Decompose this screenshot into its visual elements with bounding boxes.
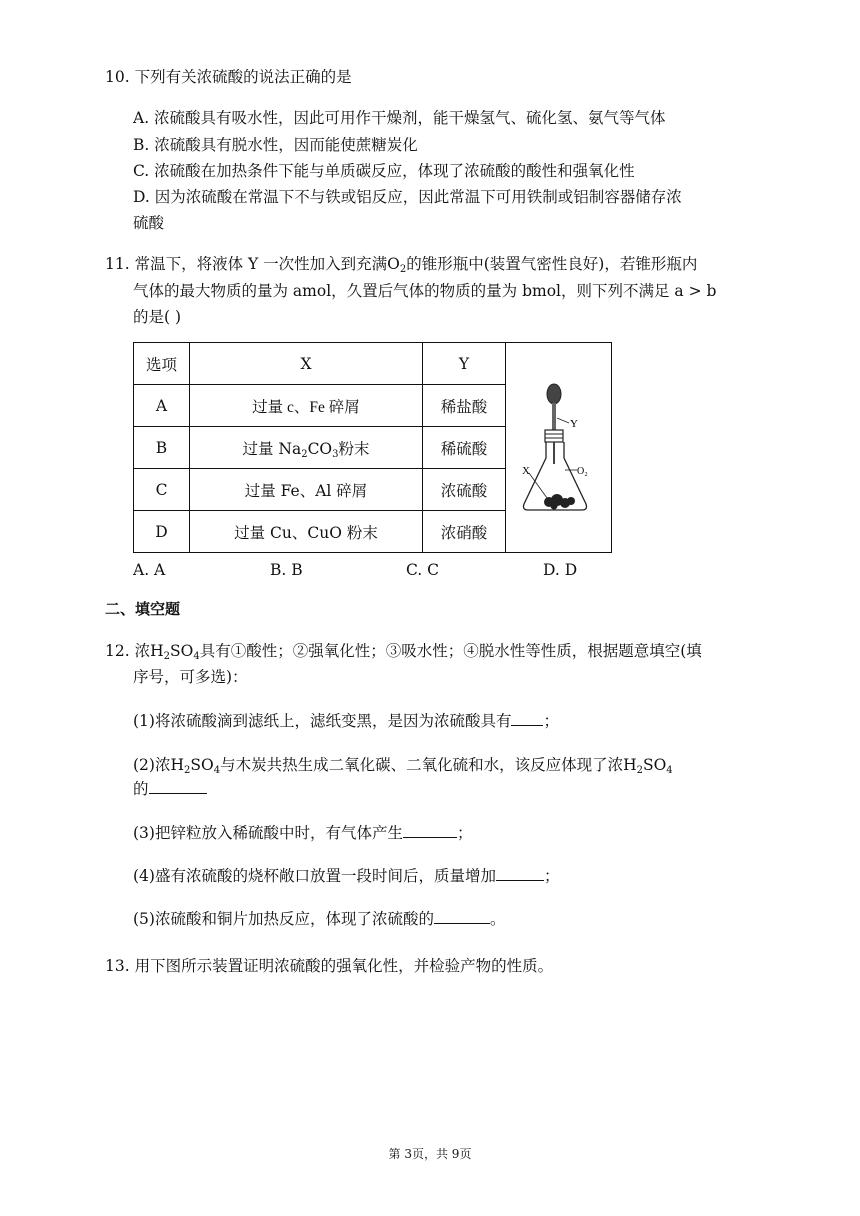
figure-label-x: X bbox=[521, 464, 530, 477]
q11-table bbox=[133, 342, 612, 553]
q11-stem-line3: 的是( ) bbox=[133, 308, 182, 326]
q10-option-d: D. 因为浓硫酸在常温下不与铁或铝反应，因此常温下可用铁制或铝制容器储存浓 bbox=[133, 188, 682, 206]
table-header-x: X bbox=[190, 343, 423, 385]
q12-part2: (2)浓$H_2SO_4$与木炭共热生成二氧化碳、二氧化硫和水，该反应体现了浓$H_2SO_4$ bbox=[133, 756, 673, 776]
q10-option-a: A. 浓硫酸具有吸水性，因此可用作干燥剂，能干燥氢气、硫化氢、氨气等气体 bbox=[133, 109, 666, 127]
table-cell-y: 稀硫酸 bbox=[423, 427, 506, 469]
table-cell-y: 浓硝酸 bbox=[423, 511, 506, 553]
q12-part2-cont: 的 bbox=[133, 778, 207, 800]
q12-part5: (5)浓硫酸和铜片加热反应，体现了浓硫酸的 。 bbox=[133, 910, 506, 928]
table-header-y: Y bbox=[423, 343, 506, 385]
q11-answer-b: B. B bbox=[270, 561, 303, 579]
q12-part3: (3)把锌粒放入稀硫酸中时，有气体产生 ； bbox=[133, 824, 473, 842]
page-footer: 第 3页，共 9页 bbox=[388, 1147, 472, 1161]
answer-blank[interactable] bbox=[149, 778, 207, 794]
table-header-option: 选项 bbox=[134, 343, 190, 385]
table-cell-y: 稀盐酸 bbox=[423, 385, 506, 427]
q12-part1: (1)将浓硫酸滴到滤纸上，滤纸变黑，是因为浓硫酸具有 ； bbox=[133, 712, 559, 730]
table-cell-option: C bbox=[134, 469, 190, 511]
q11-answer-d: D. D bbox=[543, 561, 578, 579]
answer-blank[interactable] bbox=[496, 865, 544, 881]
answer-blank[interactable] bbox=[511, 710, 543, 726]
table-cell-option: A bbox=[134, 385, 190, 427]
q10-option-d-cont: 硫酸 bbox=[133, 214, 165, 232]
table-header-row bbox=[134, 343, 612, 385]
q12-stem-line2: 序号，可多选)： bbox=[133, 668, 248, 686]
answer-blank[interactable] bbox=[434, 908, 490, 924]
table-cell-option: B bbox=[134, 427, 190, 469]
q10-option-c: C. 浓硫酸在加热条件下能与单质碳反应，体现了浓硫酸的酸性和强氧化性 bbox=[133, 162, 635, 180]
answer-blank[interactable] bbox=[403, 822, 457, 838]
apparatus-figure bbox=[506, 343, 612, 553]
table-cell-x: 过量 c、Fe 碎屑 bbox=[190, 385, 423, 427]
q11-answer-c: C. C bbox=[406, 561, 440, 579]
table-cell-x: 过量 Cu、CuO 粉末 bbox=[190, 511, 423, 553]
table-cell-x: 过量 $Na_2CO_3$粉末 bbox=[190, 427, 423, 469]
figure-label-o2: O₂ bbox=[576, 465, 588, 477]
table-cell-option: D bbox=[134, 511, 190, 553]
table-cell-y: 浓硫酸 bbox=[423, 469, 506, 511]
section-heading: 二、填空题 bbox=[105, 600, 181, 618]
q10-option-b: B. 浓硫酸具有脱水性，因而能使蔗糖炭化 bbox=[133, 136, 418, 154]
q13-stem: 13. 用下图所示装置证明浓硫酸的强氧化性，并检验产物的性质。 bbox=[105, 957, 554, 975]
q11-stem-line2: 气体的最大物质的量为 amol，久置后气体的物质的量为 bmol，则下列不满足 a > b bbox=[133, 282, 717, 300]
q11-stem-line1: 11. 常温下，将液体 Y 一次性加入到充满$O_2$的锥形瓶中(装置气密性良好)，若锥形瓶内 bbox=[105, 255, 698, 275]
conical-flask-icon bbox=[507, 346, 611, 546]
table-cell-x: 过量 Fe、Al 碎屑 bbox=[190, 469, 423, 511]
q12-part4: (4)盛有浓硫酸的烧杯敞口放置一段时间后，质量增加 ； bbox=[133, 867, 560, 885]
q10-stem: 10. 下列有关浓硫酸的说法正确的是 bbox=[105, 68, 352, 86]
figure-label-y: Y bbox=[569, 417, 578, 430]
q11-answer-a: A. A bbox=[133, 561, 166, 579]
q12-stem-line1: 12. 浓$H_2SO_4$具有①酸性；②强氧化性；③吸水性；④脱水性等性质，根据题意填空(填 bbox=[105, 642, 702, 662]
